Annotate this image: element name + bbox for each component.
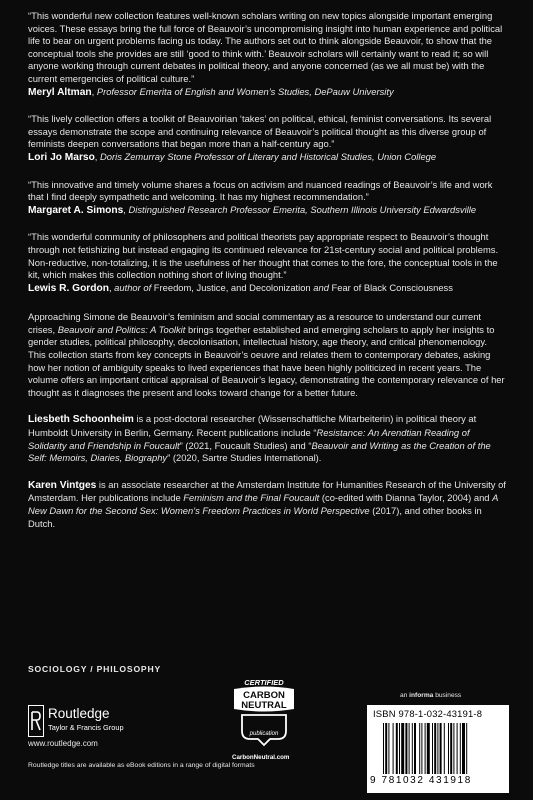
endorser-title: Professor Emerita of English and Women’s Studies, DePauw University <box>96 85 394 97</box>
editor-bio-pre: is a post-doctoral researcher (Wissenschaftliche Mitarbeiterin) in political theory at Humboldt University in Berlin, Germany. Recent publications include “ <box>28 413 477 439</box>
barcode-digits: 9 781032 431918 <box>370 775 472 786</box>
editor-work-1: Feminism and the Final Foucault <box>183 492 320 504</box>
informa-brand: informa <box>409 692 434 699</box>
endorser-name: Meryl Altman <box>28 86 92 98</box>
editor-work-2: Beauvoir and Writing as the Creation of the Self: Memoirs, Diaries, Biography <box>28 439 491 464</box>
editor-bio-post: ” (2020, Sartre Studies International). <box>167 452 322 464</box>
publisher-group: Taylor & Francis Group <box>48 723 124 732</box>
endorsement-attribution: Meryl Altman, Professor Emerita of English and Women’s Studies, DePauw University <box>28 85 394 98</box>
routledge-r-icon <box>28 705 44 737</box>
endorser-title-pre: author of <box>114 281 154 293</box>
informa-business <box>400 692 461 699</box>
editor-bio-pre: is an associate researcher at the Amsterdam Institute for Humanities Research of the University of Amsterdam. Her publications include <box>28 478 506 504</box>
carbon-top-text: CERTIFIED <box>244 678 284 687</box>
endorsement-quote: “This wonderful new collection features well-known scholars writing on new topics alongside important emerging voices. These essays bring the full force of Beauvoir’s uncompromising insight into human experience and political life to bear on urgent problems facing us today. The authors set out to think alongside Beauvoir, to show that the conceptual tools she provides are still ‘good to think with.’ Beauvoir scholars will certainly want to read it; so will anyone working through current debates in political theory, and anyone concerned (as we all must be) with the current emergencies of political culture.” <box>28 10 503 84</box>
editor-bio <box>28 479 506 530</box>
endorsement-quote: “This lively collection offers a toolkit of Beauvoirian ‘takes’ on political, ethical, feminist conversations. Its several essays demonstrate the scope and continuing relevance of Beauvoir’s political thought as this diverse group of feminists deepen conversations that began more than a half-century ago.” <box>28 113 492 150</box>
endorser-title: Distinguished Research Professor Emerita, Southern Illinois University Edwardsville <box>128 203 477 215</box>
description-post: brings together established and emerging scholars to apply her insights to gender studies, political philosophy, decolonisation, intellectual history, age theory, and critical phenomenology. This collection starts from key concepts in Beauvoir’s oeuvre and relates them to contemporary debates, asking how her notion of ambiguity speaks to lived experiences that have been highly politicized in recent years. The volume offers an important critical appraisal of Beauvoir’s legacy, demonstrating the contemporary relevance of her thought as it diagnoses the present and looks toward change for a better future. <box>28 323 505 398</box>
back-cover-text <box>28 10 506 544</box>
editor-name: Karen Vintges <box>28 479 97 491</box>
endorser-title-mid: and <box>310 281 332 293</box>
carbon-bottom-text: publication <box>249 731 279 737</box>
editor-bio <box>28 413 506 464</box>
editor-bio-mid: (co-edited with Dianna Taylor, 2004) and <box>319 492 493 504</box>
endorsement-attribution: Lewis R. Gordon, author of Freedom, Justice, and Decolonization and Fear of Black Consciousness <box>28 281 453 294</box>
editor-bio-mid: ” (2021, Foucault Studies) and “ <box>179 439 312 451</box>
book-title: Beauvoir and Politics: A Toolkit <box>57 323 186 335</box>
editor-work-1: Resistance: An Arendtian Reading of Solidarity and Friendship in Foucault <box>28 427 470 451</box>
informa-pre: an <box>400 692 410 699</box>
endorser-name: Margaret A. Simons <box>28 204 124 216</box>
barcode-icon <box>383 723 501 774</box>
endorser-name: Lewis R. Gordon <box>28 282 109 294</box>
carbon-neutral-url[interactable]: CarbonNeutral.com <box>232 754 290 761</box>
informa-post: business <box>433 692 462 699</box>
description-pre: Approaching Simone de Beauvoir’s feminism and social commentary as a resource to understand our current crises, <box>28 311 482 335</box>
publisher-name: Routledge <box>48 706 110 721</box>
endorser-title: Doris Zemurray Stone Professor of Literary and Historical Studies, Union College <box>100 150 437 162</box>
editor-bio-post: (2017), and other books in Dutch. <box>28 505 482 529</box>
editor-work-2: A New Dawn for the Second Sex: Women’s Freedom Practices in World Perspective <box>28 492 499 516</box>
carbon-main-1: CARBON <box>243 690 285 701</box>
endorsement-attribution: Margaret A. Simons, Distinguished Research Professor Emerita, Southern Illinois University Edwardsville <box>28 203 477 216</box>
endorser-book-1: Freedom, Justice, and Decolonization <box>153 281 311 293</box>
endorsement-attribution: Lori Jo Marso, Doris Zemurray Stone Professor of Literary and Historical Studies, Union College <box>28 150 437 163</box>
editor-name: Liesbeth Schoonheim <box>28 414 134 426</box>
endorser-book-2: Fear of Black Consciousness <box>331 281 453 293</box>
publisher-url[interactable]: www.routledge.com <box>28 739 98 748</box>
book-description <box>28 311 506 399</box>
isbn-label: ISBN 978-1-032-43191-8 <box>373 708 483 719</box>
publisher-logo <box>28 702 188 742</box>
endorsement-quote: “This wonderful community of philosophers and political theorists pay appropriate respect to Beauvoir’s thought through not fetishizing but instead engaging its continued relevance for 21st-century social and political problems. Non-reductive, non-totalizing, it is the usefulness of her thought that comes to the fore, the conceptual tools in the kit, which makes this collection nothing short of living thought.” <box>28 231 499 281</box>
endorsement-quote: “This innovative and timely volume shares a focus on activism and nuanced readings of Beauvoir’s life and work that I find deeply sympathetic and welcoming. It has my highest recommendation.” <box>28 178 493 203</box>
subject-category: SOCIOLOGY / PHILOSOPHY <box>28 664 161 674</box>
ebook-note: Routledge titles are available as eBook editions in a range of digital formats <box>28 762 255 769</box>
carbon-main-2: NEUTRAL <box>241 700 287 711</box>
carbon-neutral-badge <box>228 673 300 763</box>
endorser-name: Lori Jo Marso <box>28 151 95 163</box>
